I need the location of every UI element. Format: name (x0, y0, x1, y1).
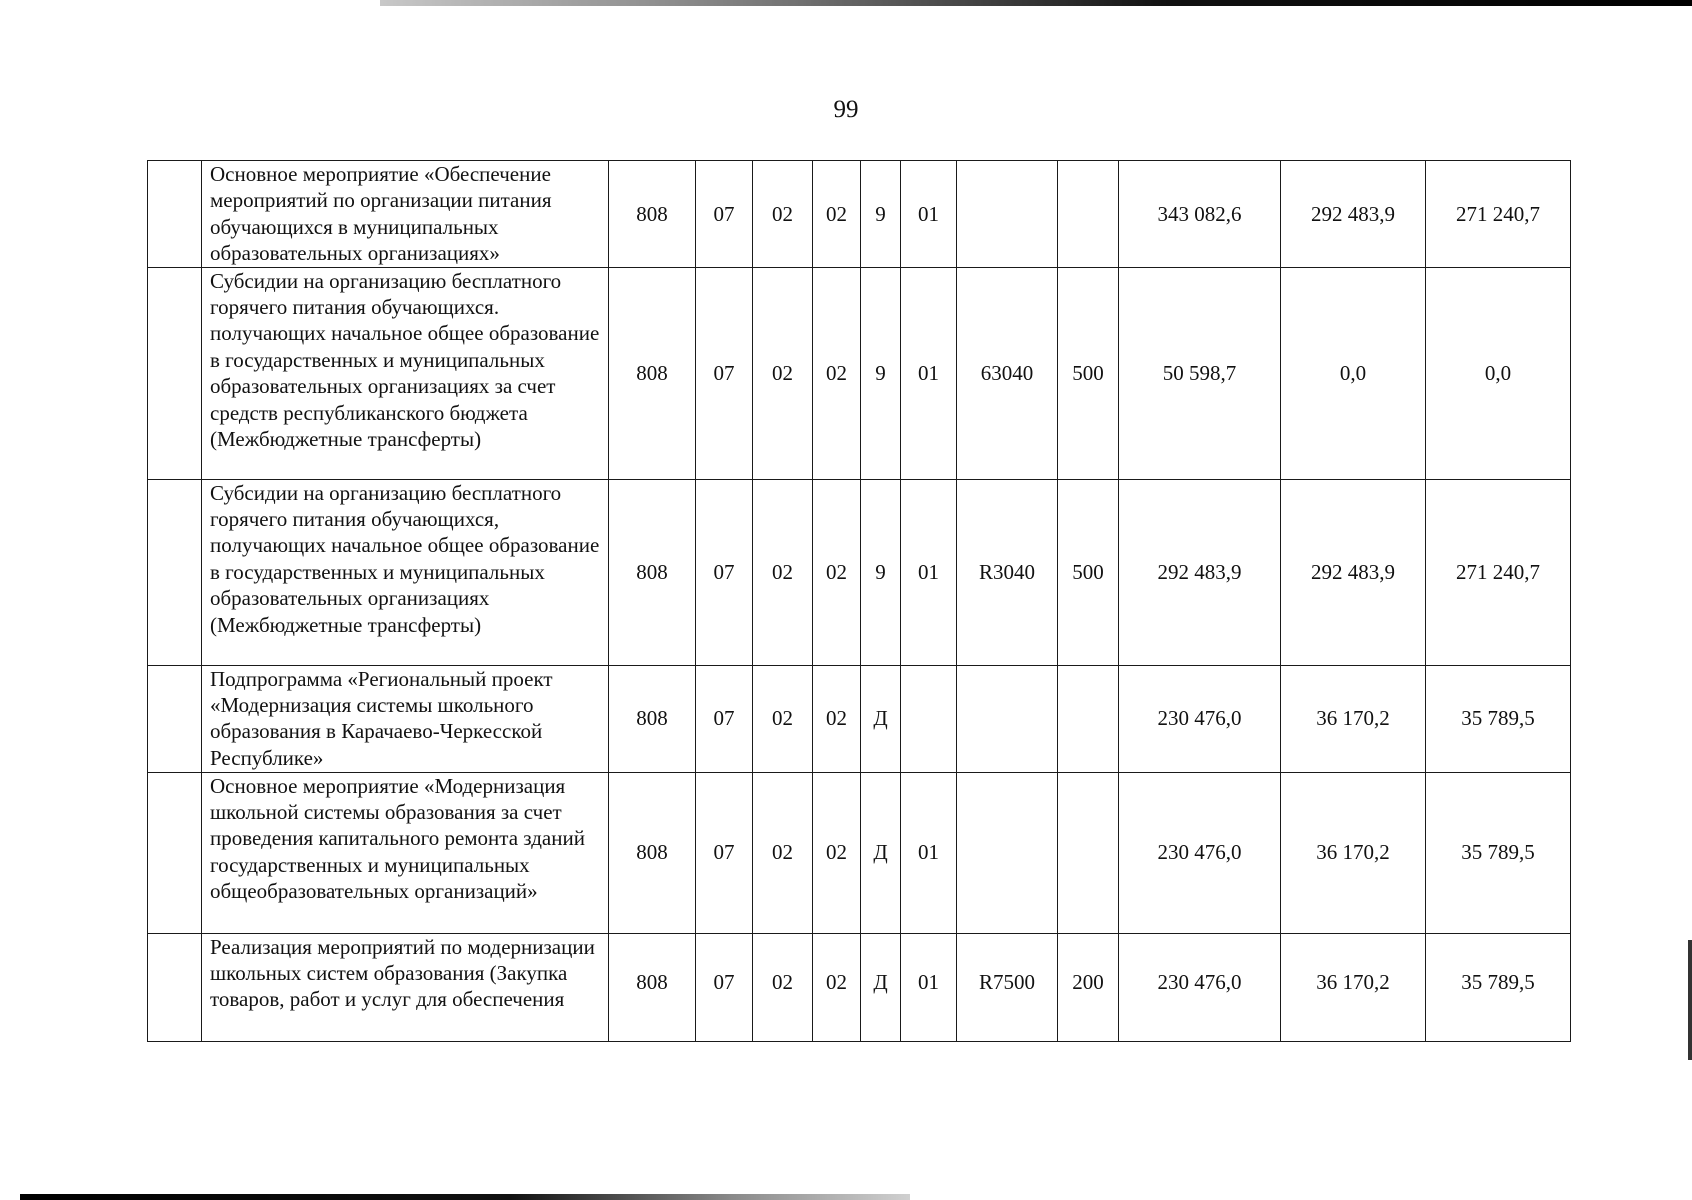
amount-1-cell: 292 483,9 (1119, 479, 1281, 665)
table-row (148, 479, 1571, 665)
expense-type-cell (1058, 772, 1119, 933)
admin-code-cell: 808 (609, 267, 696, 479)
row-index-cell (148, 479, 202, 665)
expense-type-cell (1058, 161, 1119, 268)
section-cell: 07 (696, 665, 753, 772)
table-row (148, 933, 1571, 1041)
amount-3-cell: 271 240,7 (1426, 161, 1571, 268)
admin-code-cell: 808 (609, 665, 696, 772)
table-row (148, 267, 1571, 479)
subsection-cell: 02 (753, 267, 813, 479)
page-number: 99 (833, 96, 859, 123)
event-cell: 01 (901, 772, 957, 933)
subsection-cell: 02 (753, 161, 813, 268)
row-name-cell: Реализация мероприятий по модернизации школьных систем образования (Закупка товаров, работ и услуг для обеспечения (202, 933, 609, 1041)
amount-3-cell: 35 789,5 (1426, 933, 1571, 1041)
event-cell: 01 (901, 161, 957, 268)
row-index-cell (148, 772, 202, 933)
table-row (148, 772, 1571, 933)
amount-2-cell: 36 170,2 (1281, 772, 1426, 933)
expense-type-cell: 500 (1058, 479, 1119, 665)
expense-type-cell: 500 (1058, 267, 1119, 479)
scan-edge-top (380, 0, 1692, 6)
target-code-cell: R7500 (957, 933, 1058, 1041)
section-cell: 07 (696, 772, 753, 933)
row-index-cell (148, 267, 202, 479)
expense-type-cell: 200 (1058, 933, 1119, 1041)
scan-edge-right (1688, 940, 1692, 1060)
amount-3-cell: 35 789,5 (1426, 665, 1571, 772)
program-cell: 02 (813, 161, 861, 268)
amount-2-cell: 292 483,9 (1281, 161, 1426, 268)
section-cell: 07 (696, 267, 753, 479)
event-cell: 01 (901, 933, 957, 1041)
amount-1-cell: 343 082,6 (1119, 161, 1281, 268)
subprogram-cell: 9 (861, 479, 901, 665)
admin-code-cell: 808 (609, 479, 696, 665)
amount-1-cell: 230 476,0 (1119, 772, 1281, 933)
row-name-cell: Субсидии на организацию бесплатного горячего питания обучающихся, получающих начальное общее образование в государственных и муниципальных образовательных организациях (Межбюджетные трансферты) (202, 479, 609, 665)
event-cell: 01 (901, 267, 957, 479)
program-cell: 02 (813, 665, 861, 772)
admin-code-cell: 808 (609, 772, 696, 933)
table-row (148, 161, 1571, 268)
row-name-cell: Субсидии на организацию бесплатного горячего питания обучающихся. получающих начальное общее образование в государственных и муниципальных образовательных организациях за счет средств республиканского бюджета (Межбюджетные трансферты) (202, 267, 609, 479)
event-cell: 01 (901, 479, 957, 665)
expense-type-cell (1058, 665, 1119, 772)
amount-3-cell: 271 240,7 (1426, 479, 1571, 665)
amount-1-cell: 50 598,7 (1119, 267, 1281, 479)
subsection-cell: 02 (753, 933, 813, 1041)
subsection-cell: 02 (753, 479, 813, 665)
target-code-cell: 63040 (957, 267, 1058, 479)
section-cell: 07 (696, 479, 753, 665)
amount-2-cell: 36 170,2 (1281, 665, 1426, 772)
admin-code-cell: 808 (609, 161, 696, 268)
program-cell: 02 (813, 267, 861, 479)
event-cell (901, 665, 957, 772)
amount-3-cell: 35 789,5 (1426, 772, 1571, 933)
row-index-cell (148, 933, 202, 1041)
program-cell: 02 (813, 479, 861, 665)
target-code-cell (957, 772, 1058, 933)
subsection-cell: 02 (753, 665, 813, 772)
section-cell: 07 (696, 161, 753, 268)
subprogram-cell: 9 (861, 267, 901, 479)
admin-code-cell: 808 (609, 933, 696, 1041)
subprogram-cell: 9 (861, 161, 901, 268)
amount-2-cell: 36 170,2 (1281, 933, 1426, 1041)
row-name-cell: Основное мероприятие «Модернизация школьной системы образования за счет проведения капитального ремонта зданий государственных и муниципальных общеобразовательных организаций» (202, 772, 609, 933)
budget-table (147, 160, 1571, 1042)
subprogram-cell: Д (861, 665, 901, 772)
amount-1-cell: 230 476,0 (1119, 933, 1281, 1041)
subprogram-cell: Д (861, 772, 901, 933)
row-index-cell (148, 161, 202, 268)
amount-2-cell: 0,0 (1281, 267, 1426, 479)
target-code-cell (957, 161, 1058, 268)
scan-edge-bottom (20, 1194, 910, 1200)
program-cell: 02 (813, 933, 861, 1041)
amount-3-cell: 0,0 (1426, 267, 1571, 479)
row-name-cell: Подпрограмма «Региональный проект «Модернизация системы школьного образования в Карачаево-Черкесской Республике» (202, 665, 609, 772)
subprogram-cell: Д (861, 933, 901, 1041)
target-code-cell (957, 665, 1058, 772)
row-name-cell: Основное мероприятие «Обеспечение мероприятий по организации питания обучающихся в муниципальных образовательных организациях» (202, 161, 609, 268)
row-index-cell (148, 665, 202, 772)
amount-1-cell: 230 476,0 (1119, 665, 1281, 772)
program-cell: 02 (813, 772, 861, 933)
table-row (148, 665, 1571, 772)
target-code-cell: R3040 (957, 479, 1058, 665)
amount-2-cell: 292 483,9 (1281, 479, 1426, 665)
section-cell: 07 (696, 933, 753, 1041)
subsection-cell: 02 (753, 772, 813, 933)
